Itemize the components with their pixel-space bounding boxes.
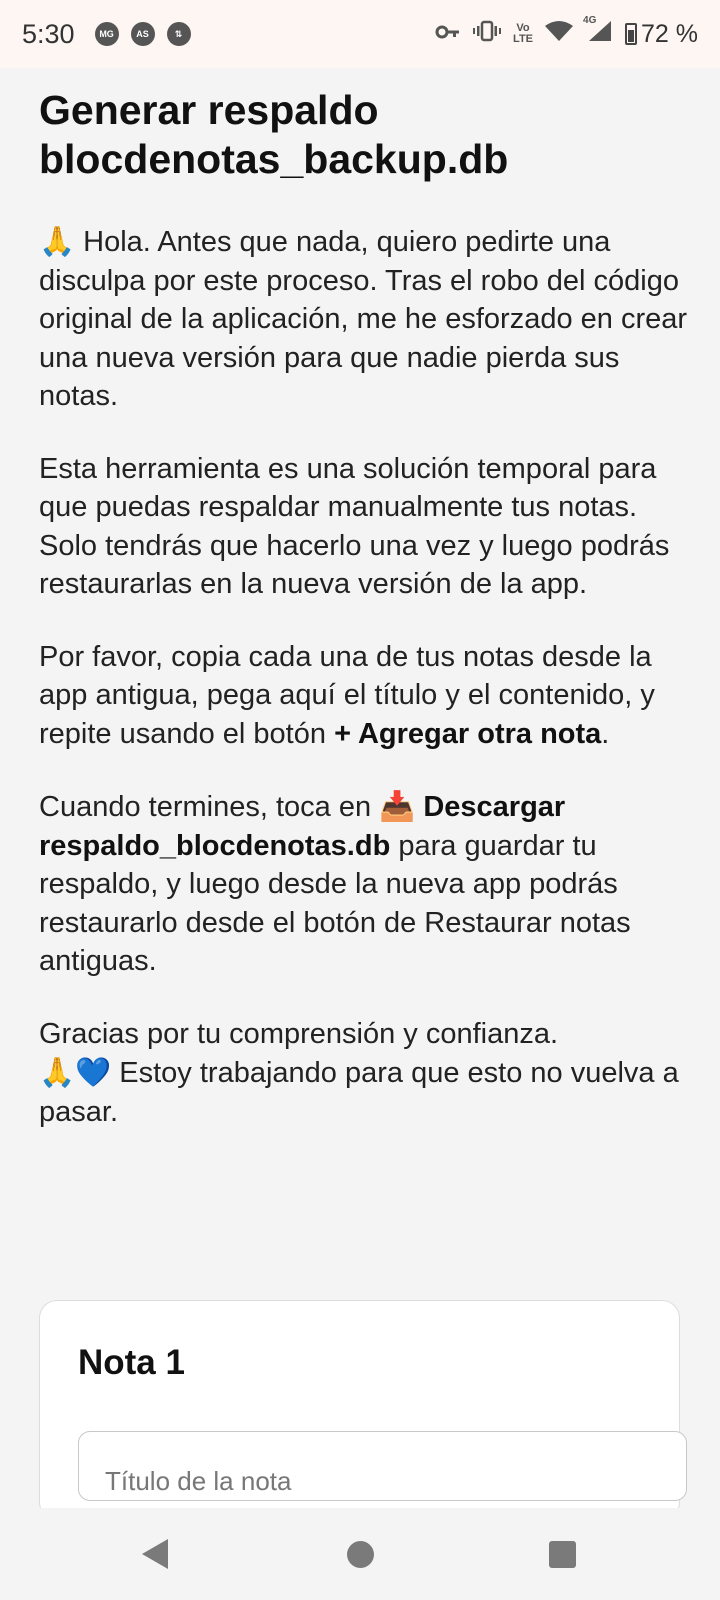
copy-instructions-paragraph — [39, 638, 689, 754]
copy-text-before: Por favor, copia cada una de tus notas desde la app antigua, pega aquí el título y el contenido, y repite usando el botón — [39, 640, 655, 750]
cell-signal-icon — [583, 15, 613, 49]
battery-icon — [625, 23, 637, 45]
note-title-input[interactable] — [78, 1431, 687, 1501]
volte-label-bottom: LTE — [513, 33, 534, 45]
page-title-line2: blocdenotas_backup.db — [39, 136, 509, 182]
note-card-heading: Nota 1 — [78, 1343, 185, 1382]
home-icon — [347, 1541, 374, 1568]
recents-icon — [549, 1541, 576, 1568]
add-note-reference: + Agregar otra nota — [334, 717, 602, 750]
tool-paragraph: Esta herramienta es una solución temporal para que puedas respaldar manualmente tus notas. Solo tendrás que hacerlo una vez y luego podrás restaurarlas en la nueva versión de la app. — [39, 452, 670, 600]
page-title-line1: Generar respaldo — [39, 87, 379, 133]
wifi-icon — [545, 20, 573, 48]
navigation-bar — [0, 1508, 720, 1600]
inbox-tray-emoji-icon: 📥 — [379, 789, 416, 823]
copy-text-after: . — [601, 717, 610, 750]
battery-indicator — [625, 20, 698, 49]
sync-notification-icon: ⇅ — [167, 22, 191, 46]
back-button[interactable] — [115, 1508, 195, 1600]
thanks-text-2: Estoy trabajando para que esto no vuelva a pasar. — [39, 1057, 679, 1128]
back-icon — [142, 1539, 168, 1569]
pray-emoji-icon: 🙏 — [39, 224, 76, 258]
recents-button[interactable] — [522, 1508, 602, 1600]
download-reference: Descargar respaldo_blocdenotas.db — [39, 791, 566, 862]
finish-instructions-paragraph — [39, 787, 689, 981]
mg-notification-icon: MG — [95, 22, 119, 46]
status-bar-right — [435, 15, 698, 49]
home-button[interactable] — [320, 1508, 400, 1600]
key-icon — [435, 23, 461, 46]
signal-type-label: 4G — [583, 15, 597, 26]
as-notification-icon: AS — [131, 22, 155, 46]
page-title — [39, 86, 679, 184]
volte-label-top: Vo — [516, 22, 530, 34]
volte-icon — [513, 23, 533, 45]
vibrate-icon — [473, 20, 501, 48]
battery-percent: 72 % — [641, 19, 698, 48]
status-time: 5:30 — [22, 18, 75, 49]
intro-paragraph — [39, 222, 689, 416]
intro-text: Hola. Antes que nada, quiero pedirte una disculpa por este proceso. Tras el robo del código original de la aplicación, me he esforzado en crear una nueva versión para que nadie pierda sus notas. — [39, 226, 688, 412]
note-card — [39, 1300, 680, 1508]
main-content[interactable] — [0, 68, 720, 1508]
finish-text-before: Cuando termines, toca en — [39, 791, 380, 823]
status-bar-left — [22, 19, 191, 50]
pray-heart-emoji-icon: 🙏💙 — [39, 1055, 112, 1089]
finish-text-after: para guardar tu respaldo, y luego desde la nueva app podrás restaurarlo desde el botón de Restaurar notas antiguas. — [39, 829, 631, 977]
status-bar — [0, 0, 720, 68]
thanks-text: Gracias por tu comprensión y confianza. — [39, 1017, 559, 1050]
thanks-paragraph — [39, 1015, 689, 1132]
